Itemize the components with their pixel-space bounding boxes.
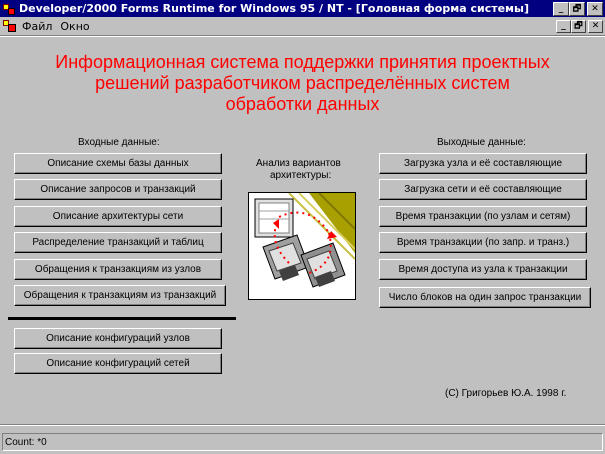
queries-transactions-button[interactable]: Описание запросов и транзакций — [14, 179, 222, 200]
title-line-2: решений разработчиком распределённых систем — [95, 73, 510, 93]
menu-window[interactable]: Окно — [60, 19, 90, 33]
architecture-analysis-icon[interactable] — [248, 192, 356, 300]
maximize-button[interactable]: 🗗 — [569, 2, 585, 16]
page-title — [0, 52, 605, 115]
output-data-label: Выходные данные: — [437, 137, 526, 148]
close-button[interactable]: ✕ — [587, 2, 603, 16]
status-text: Count: *0 — [5, 436, 47, 448]
title-line-3: обработки данных — [225, 94, 380, 114]
status-bar — [2, 433, 603, 451]
transaction-time-nodes-button[interactable]: Время транзакции (по узлам и сетям) — [379, 206, 587, 227]
divider — [0, 35, 605, 37]
menu-file[interactable]: Файл — [22, 19, 53, 33]
app-icon — [2, 2, 16, 16]
menu-bar — [0, 17, 605, 35]
network-config-button[interactable]: Описание конфигураций сетей — [14, 353, 222, 374]
mdi-maximize-button[interactable]: 🗗 — [571, 20, 586, 33]
divider — [0, 424, 605, 426]
blocks-per-query-button[interactable]: Число блоков на один запрос транзакции — [379, 287, 591, 308]
node-load-button[interactable]: Загрузка узла и её составляющие — [379, 153, 587, 174]
network-load-button[interactable]: Загрузка сети и её составляющие — [379, 179, 587, 200]
copyright-text: (C) Григорьев Ю.А. 1998 г. — [445, 388, 567, 399]
analysis-label-1: Анализ вариантов — [256, 158, 341, 169]
separator-bar — [8, 317, 236, 320]
distribution-button[interactable]: Распределение транзакций и таблиц — [14, 232, 222, 253]
input-data-label: Входные данные: — [78, 137, 160, 148]
title-line-1: Информационная система поддержки принятия проектных — [55, 52, 550, 72]
window-title: Developer/2000 Forms Runtime for Windows 95 / NT - [Головная форма системы] — [19, 2, 530, 15]
mdi-minimize-button[interactable]: _ — [556, 20, 571, 33]
node-access-button[interactable]: Обращения к транзакциям из узлов — [14, 259, 222, 280]
title-bar — [0, 0, 605, 17]
mdi-close-button[interactable]: ✕ — [588, 20, 603, 33]
transaction-time-queries-button[interactable]: Время транзакции (по запр. и транз.) — [379, 232, 587, 253]
minimize-button[interactable]: _ — [553, 2, 569, 16]
access-time-button[interactable]: Время доступа из узла к транзакции — [379, 259, 587, 280]
node-config-button[interactable]: Описание конфигураций узлов — [14, 328, 222, 349]
network-architecture-button[interactable]: Описание архитектуры сети — [14, 206, 222, 227]
analysis-label-2: архитектуры: — [270, 170, 332, 181]
db-schema-button[interactable]: Описание схемы базы данных — [14, 153, 222, 174]
document-icon[interactable] — [2, 19, 18, 33]
transaction-access-button[interactable]: Обращения к транзакциям из транзакций — [14, 285, 226, 306]
